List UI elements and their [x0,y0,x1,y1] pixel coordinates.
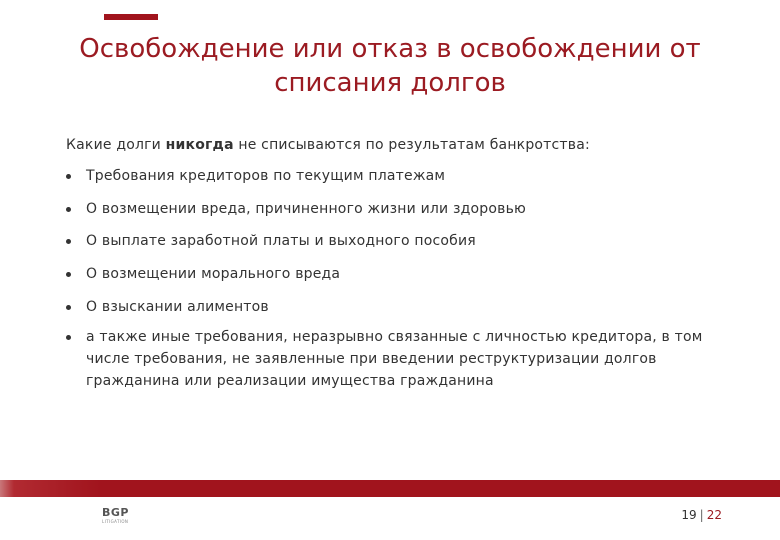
list-item-text: Требования кредиторов по текущим платежам [86,168,446,184]
page-separator: | [699,508,704,522]
list-item-text: О возмещении вреда, причиненного жизни или здоровью [86,201,527,217]
intro-text-emphasis: никогда [165,137,234,153]
footer-band [0,480,780,497]
slide-title-line-1: Освобождение или отказ в освобождении от [79,34,701,64]
slide-title [40,32,740,100]
list-item [66,326,736,392]
page-total: 22 [706,508,722,522]
intro-text [66,136,590,154]
list-item-text: а также иные требования, неразрывно связанные с личностью кредитора, в том числе требования, не заявленные при введении реструктуризации долгов гражданина или реализации имущества гражданина [86,329,703,389]
list-item-text: О взыскании алиментов [86,299,269,315]
intro-text-end: не списываются по результатам банкротства: [233,137,590,153]
bullet-icon [66,174,71,179]
list-item [66,165,736,187]
bullet-icon [66,335,71,340]
list-item-text: О возмещении морального вреда [86,266,341,282]
intro-text-start: Какие долги [66,137,166,153]
bullet-icon [66,207,71,212]
list-item-text: О выплате заработной платы и выходного пособия [86,233,476,249]
bgp-logo [102,507,142,529]
page-current: 19 [681,508,697,522]
page-number [681,508,722,522]
logo-mark: BGP [102,506,129,519]
bullet-icon [66,272,71,277]
list-item [66,230,736,252]
list-item [66,198,736,220]
list-item [66,263,736,285]
list-item [66,296,736,318]
bullet-icon [66,239,71,244]
slide-title-line-2: списания долгов [274,68,506,98]
bullet-icon [66,305,71,310]
title-accent-bar [104,14,158,20]
logo-subtext: LITIGATION [102,519,129,524]
